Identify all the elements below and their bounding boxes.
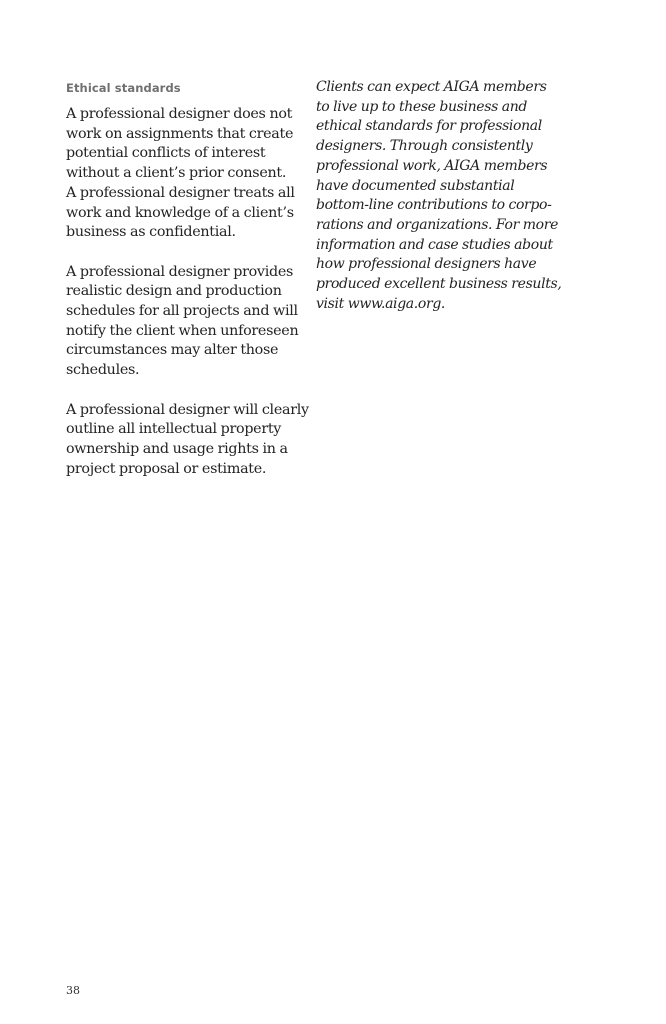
text-line: ownership and usage rights in a (66, 440, 288, 457)
text-line: project proposal or estimate. (66, 460, 267, 477)
paragraph-schedules (66, 263, 302, 381)
text-line: visit www.aiga.org. (316, 295, 446, 312)
text-line: Clients can expect AIGA members (316, 79, 547, 95)
text-line: schedules. (66, 362, 140, 379)
text-line: schedules for all projects and will (66, 303, 298, 320)
text-line: ethical standards for professional (316, 118, 542, 135)
text-line: A professional designer provides (66, 263, 294, 280)
text-line: business as confidential. (66, 224, 236, 241)
paragraph-conflicts-confidentiality (66, 105, 302, 243)
text-line: work and knowledge of a client’s (66, 204, 294, 221)
text-line: information and case studies about (316, 236, 553, 253)
right-column-sidebar (316, 78, 562, 314)
text-line: bottom-line contributions to corpo- (316, 197, 552, 214)
text-line: potential conflicts of interest (66, 145, 266, 162)
page-number: 38 (66, 984, 80, 997)
text-line: rations and organizations. For more (316, 216, 559, 233)
text-line: A professional designer treats all (66, 184, 295, 201)
section-heading: Ethical standards (66, 81, 181, 95)
text-line: to live up to these business and (316, 98, 527, 115)
text-line: professional work, AIGA members (316, 157, 548, 174)
text-line: circumstances may alter those (66, 342, 279, 359)
text-line: notify the client when unforeseen (66, 322, 299, 339)
left-column (66, 80, 309, 499)
text-line: outline all intellectual property (66, 421, 282, 438)
text-line: how professional designers have (316, 256, 537, 273)
text-line: A professional designer does not (66, 106, 293, 122)
text-line: designers. Through consistently (316, 138, 533, 155)
paragraph-intellectual-property (66, 401, 309, 480)
text-line: have documented substantial (316, 177, 515, 194)
sidebar-paragraph (316, 78, 562, 314)
text-line: work on assignments that create (66, 125, 294, 142)
text-line: produced excellent business results, (316, 276, 562, 293)
text-line: A professional designer will clearly (66, 401, 309, 418)
text-line: realistic design and production (66, 283, 282, 300)
text-line: without a client’s prior consent. (66, 165, 287, 182)
